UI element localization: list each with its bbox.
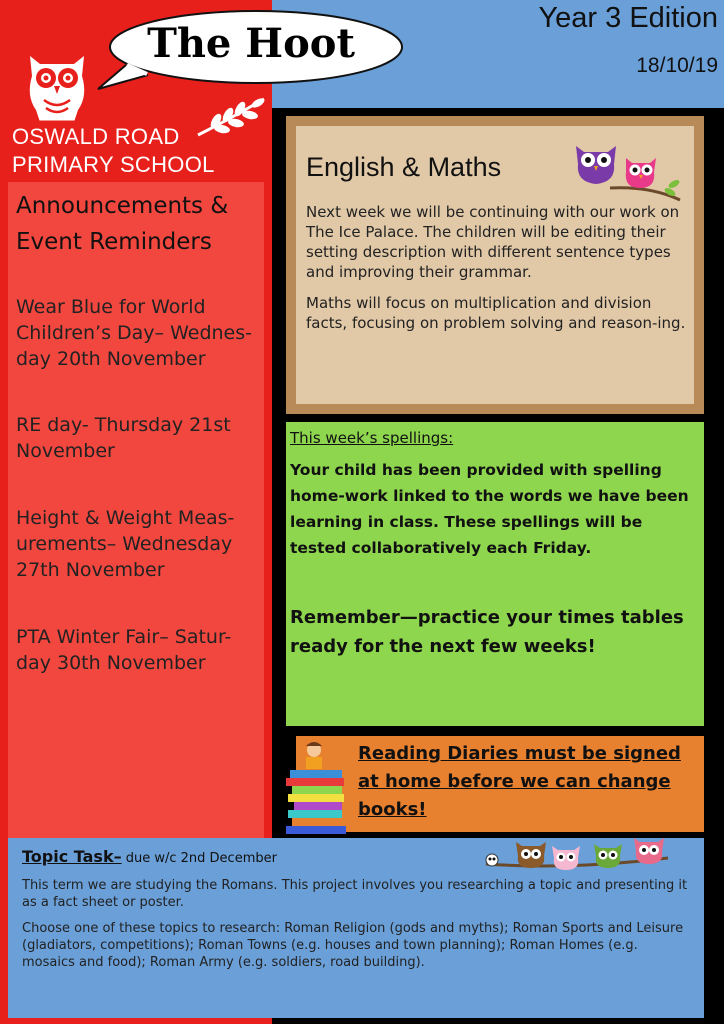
branch-logo-icon <box>196 95 266 137</box>
announcement-item: PTA Winter Fair– Satur-day 30th November <box>16 626 232 674</box>
maths-paragraph: Maths will focus on multiplication and division facts, focusing on problem solving and reason-ing. <box>306 294 686 332</box>
topic-task-heading <box>22 847 277 866</box>
announcements-heading <box>16 188 256 260</box>
owl-logo-icon <box>22 46 92 128</box>
issue-date: 18/10/19 <box>636 54 718 77</box>
book-stack-icon <box>284 738 354 838</box>
announcement-item: Wear Blue for World Children’s Day– Wednes-day 20th November <box>16 296 252 370</box>
newsletter-title: The Hoot <box>147 20 355 67</box>
owls-on-branch-icon <box>570 136 682 202</box>
announcements-heading-line1: Announcements & <box>16 193 229 219</box>
english-paragraph: Next week we will be continuing with our work on The Ice Palace. The children will be editing their setting description with different sentence types and improving their grammar. <box>306 203 680 281</box>
owls-on-branch-icon <box>482 834 672 876</box>
english-maths-heading: English & Maths <box>306 152 502 182</box>
school-name-line2: PRIMARY SCHOOL <box>12 152 215 177</box>
spellings-body: Your child has been provided with spelling home-work linked to the words we have been learning in class. These spellings will be tested collaboratively each Friday. <box>290 461 689 557</box>
school-name-line1: OSWALD ROAD <box>12 124 180 149</box>
topic-due-date: due w/c 2nd December <box>121 851 277 866</box>
topic-task-title: Topic Task– <box>22 847 122 866</box>
times-tables-reminder: Remember—practice your times tables ready for the next few weeks! <box>290 607 684 657</box>
announcement-item: Height & Weight Meas-urements– Wednesday 27th November <box>16 507 235 581</box>
topic-choices: Choose one of these topics to research: Roman Religion (gods and myths); Roman Sports and Leisure (gladiators, competitions); Roman Towns (e.g. houses and town planning); Roman Homes (e.g. mosaics and food); Roman Army (e.g. soldiers, road building). <box>22 921 684 970</box>
topic-intro: This term we are studying the Romans. This project involves you researching a topic and presenting it as a fact sheet or poster. <box>22 878 688 910</box>
announcements-heading-line2: Event Reminders <box>16 229 212 255</box>
reading-diaries-notice: Reading Diaries must be signed at home before we can change books! <box>358 743 681 820</box>
edition-label: Year 3 Edition <box>538 2 718 34</box>
announcement-item: RE day- Thursday 21st November <box>16 414 231 462</box>
spellings-heading: This week’s spellings: <box>290 429 454 447</box>
